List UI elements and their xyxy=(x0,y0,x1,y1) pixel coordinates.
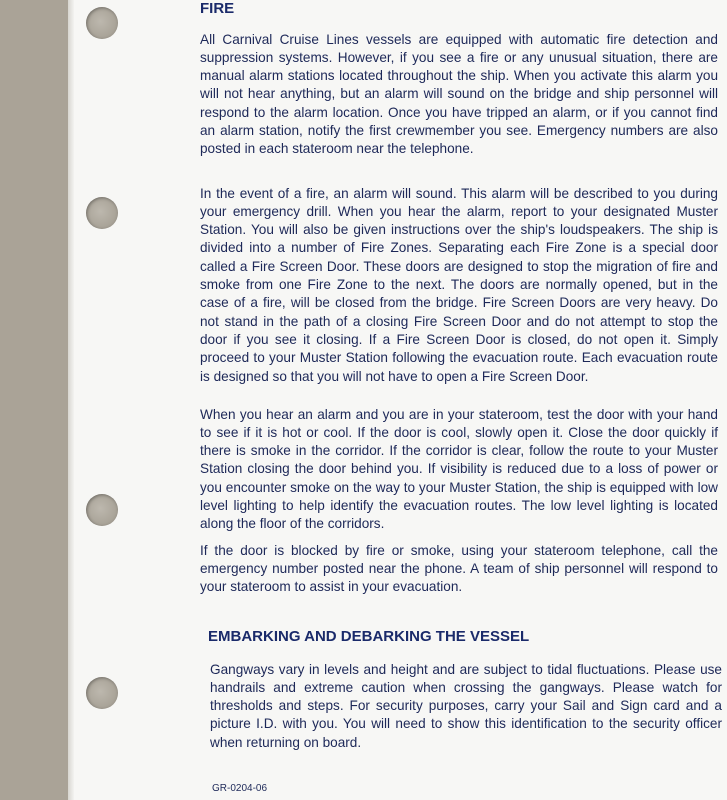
fire-paragraph-2: In the event of a fire, an alarm will sound. This alarm will be described to you during your emergency drill. When you hear the alarm, report to your designated Muster Station. You will also be given instructions over the ship's loudspeakers. The ship is divided into a number of Fire Zones. Separating each Fire Zone is a special door called a Fire Screen Door. These doors are designed to stop the migration of fire and smoke from one Fire Zone to the next. The doors are normally opened, but in the case of a fire, will be closed from the bridge. Fire Screen Doors are very heavy. Do not stand in the path of a closing Fire Screen Door and do not attempt to stop the door if you see it closing. If a Fire Screen Door is closed, do not open it. Simply proceed to your Muster Station following the evacuation route. Each evacuation route is designed so that you will not have to open a Fire Screen Door. xyxy=(200,185,718,384)
binder-margin xyxy=(0,0,68,800)
punch-hole xyxy=(86,7,118,39)
fire-paragraph-1: All Carnival Cruise Lines vessels are equipped with automatic fire detection and suppression systems. However, if you see a fire or any unusual situation, there are manual alarm stations located throughout the ship. When you activate this alarm you will not hear anything, but an alarm will sound on the bridge and ship personnel will respond to the alarm location. Once you have tripped an alarm, or if you cannot find an alarm station, notify the first crewmember you see. Emergency numbers are also posted in each stateroom near the telephone. xyxy=(200,31,718,157)
fire-paragraph-4: If the door is blocked by fire or smoke, using your stateroom telephone, call the emergency number posted near the phone. A team of ship personnel will respond to your stateroom to assist in your evacuation. xyxy=(200,542,718,595)
embarking-paragraph: Gangways vary in levels and height and are subject to tidal fluctuations. Please use handrails and extreme caution when crossing the gangways. Please watch for thresholds and steps. For security purposes, carry your Sail and Sign card and a picture I.D. with you. You will need to show this identification to the security officer when returning on board. xyxy=(210,661,722,750)
punch-hole xyxy=(86,677,118,709)
page-edge xyxy=(68,0,74,800)
fire-paragraph-3: When you hear an alarm and you are in your stateroom, test the door with your hand to see if it is hot or cool. If the door is cool, slowly open it. Close the door quickly if there is smoke in the corridor. If the corridor is clear, follow the route to your Muster Station closing the door behind you. If visibility is reduced due to a loss of power or you encounter smoke on the way to your Muster Station, the ship is equipped with low level lighting to help identify the evacuation routes. The low level lighting is located along the floor of the corridors. xyxy=(200,406,718,532)
section-heading-fire: FIRE xyxy=(200,0,235,17)
punch-hole xyxy=(86,197,118,229)
punch-hole xyxy=(86,494,118,526)
section-heading-embarking: EMBARKING AND DEBARKING THE VESSEL xyxy=(208,628,530,645)
document-code: GR-0204-06 xyxy=(212,783,268,794)
